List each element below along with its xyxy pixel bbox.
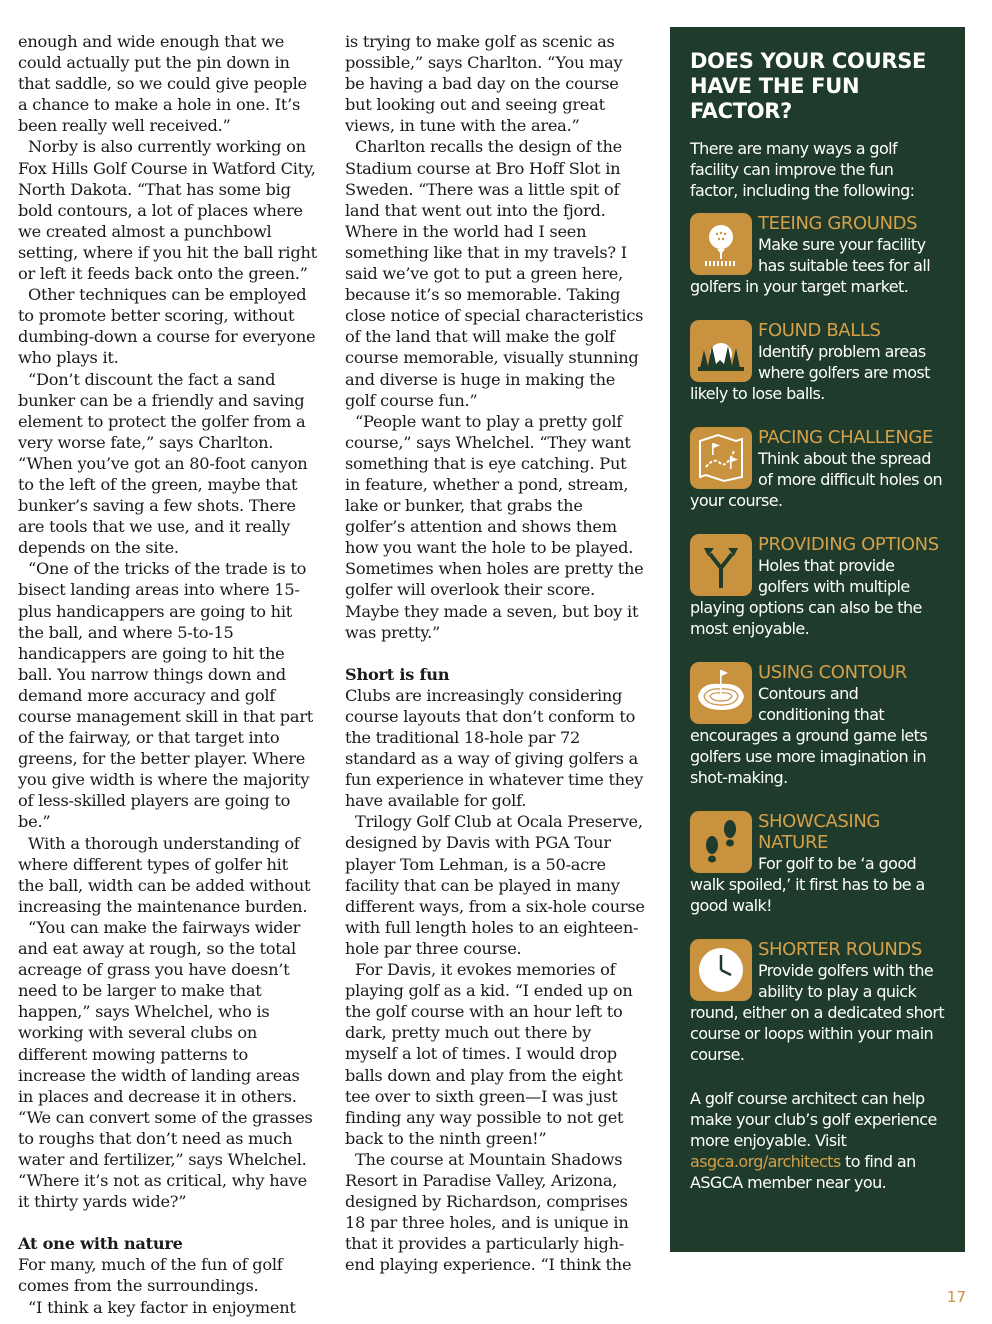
paragraph: With a thorough understanding of where different types of golfer hit the ball, width can be added without increasing the maintenance burden. — [18, 833, 311, 916]
paragraph: Trilogy Golf Club at Ocala Preserve, designed by Davis with PGA Tour player Tom Lehman, is a 50-acre facility that can be played in many different ways, from a six-hole course with full length holes to an eighteen-hole par three course. — [345, 812, 645, 958]
outro-text: to find an ASGCA member near you. — [690, 1152, 916, 1192]
paragraph: “You can make the fairways wider and eat away at rough, so the total acreage of grass you have doesn’t need to be larger to make that happen,” says Whelchel, who is working with several clubs on different mowing patterns to increase the width of landing areas in places and decrease it in others. “We can convert some of the grasses to roughs that don’t need as much water and fertilizer,” says Whelchel. “Where it’s not as critical, why have it thirty yards wide?” — [18, 917, 313, 1212]
split-arrows-icon — [690, 534, 752, 596]
sidebar-item-using-contour — [690, 662, 945, 788]
item-text: Contours and conditioning that encourages a ground game lets golfers use more imagination in shot-making. — [690, 684, 928, 787]
paragraph: For many, much of the fun of golf comes from the surroundings. — [18, 1255, 283, 1296]
footprints-icon — [690, 811, 752, 873]
section-heading: At one with nature — [18, 1234, 183, 1254]
sidebar-item-found-balls — [690, 320, 945, 404]
item-text: Provide golfers with the ability to play a quick round, either on a dedicated short course or loops within your main course. — [690, 961, 945, 1064]
paragraph: Norby is also currently working on Fox Hills Golf Course in Watford City, North Dakota. “That has some big bold contours, a lot of places where we created almost a punchbowl setting, where if you hit the ball right or left it feeds back onto the green.” — [18, 137, 317, 284]
paragraph: “I think a key factor in enjoyment — [28, 1297, 296, 1317]
item-text: Identify problem areas where golfers are most likely to lose balls. — [690, 342, 930, 403]
paragraph: For Davis, it evokes memories of playing golf as a kid. “I ended up on the golf course with an hour left to dark, pretty much out there by myself a lot of times. I would drop balls down and play from the eight tee over to sixth green—I was just finding any way possible to not get back to the ninth green!” — [345, 960, 633, 1148]
paragraph: “Don’t discount the fact a sand bunker can be a friendly and saving element to protect the golfer from a very worse fate,” says Charlton. “When you’ve got an 80-foot canyon to the left of the green, maybe that bunker’s saving a few shots. There are tools that we use, and it really depends on the site. — [18, 369, 308, 558]
outro-text: A golf course architect can help make your club’s golf experience more enjoyable. Visit — [690, 1089, 937, 1150]
clock-icon — [690, 939, 752, 1001]
sidebar-intro: There are many ways a golf facility can improve the fun factor, including the following: — [690, 139, 915, 200]
item-heading: PROVIDING OPTIONS — [758, 534, 939, 555]
section-heading: Short is fun — [345, 664, 450, 684]
sidebar-item-showcasing-nature — [690, 811, 945, 916]
asgca-architects-link[interactable]: asgca.org/architects — [690, 1152, 841, 1171]
paragraph: Clubs are increasingly considering course layouts that don’t conform to the traditional 18-hole par 72 standard as a way of giving golfers a fun experience in whatever time they have available for golf. — [345, 685, 644, 811]
tee-icon — [690, 213, 752, 275]
sidebar-item-shorter-rounds — [690, 939, 945, 1065]
sidebar-outro — [690, 1088, 945, 1193]
paragraph: is trying to make golf as scenic as possible,” says Charlton. “You may be having a bad day on the course but looking out and seeing great views, in tune with the area.” — [345, 32, 623, 136]
item-text: Think about the spread of more difficult holes on your course. — [690, 449, 943, 510]
paragraph: “People want to play a pretty golf course,” says Whelchel. “They want something that is eye catching. Put in feature, whether a pond, stream, lake or bunker, that grabs the golfer’s attention and shows them how you want the hole to be played. Sometimes when holes are pretty the golfer will overlook their score. Maybe they made a seven, but boy it was pretty.” — [345, 411, 644, 642]
paragraph: The course at Mountain Shadows Resort in Paradise Valley, Arizona, designed by Richardson, comprises 18 par three holes, and is unique in that it provides a particularly high-end playing experience. “I think the — [345, 1149, 632, 1275]
paragraph: Charlton recalls the design of the Stadium course at Bro Hoff Slot in Sweden. “There was a little spit of land that went out into the fjord. Where in the world had I seen something like that in my travels? I said we’ve got to put a green here, because it’s so memorable. Taking close notice of special characteristics of the land that will make the golf course memorable, visually stunning and diverse is huge in making the golf course fun.” — [345, 137, 644, 410]
contour-green-icon — [690, 662, 752, 724]
item-text: Make sure your facility has suitable tees for all golfers in your target market. — [690, 235, 931, 296]
sidebar-item-pacing-challenge — [690, 427, 945, 511]
paragraph: “One of the tricks of the trade is to bisect landing areas into where 15-plus handicappers are going to hit the ball, and where 5-to-15 handicappers are going to hit the ball. You narrow things down and demand more accuracy and golf course management skill in that part of the fairway, or that target into greens, for the better player. Where you give width is where the majority of less-skilled players are going to be.” — [18, 559, 314, 832]
item-heading: SHOWCASING NATURE — [758, 811, 880, 853]
paragraph: Other techniques can be employed to promote better scoring, without dumbing-down a course for everyone who plays it. — [18, 285, 316, 368]
article-column-1 — [18, 31, 318, 1318]
item-heading: TEEING GROUNDS — [758, 213, 918, 234]
fun-factor-sidebar — [670, 27, 965, 1252]
sidebar-item-providing-options — [690, 534, 945, 639]
article-column-2 — [345, 31, 645, 1275]
sidebar-title: DOES YOUR COURSE HAVE THE FUN FACTOR? — [690, 49, 927, 123]
sidebar-item-teeing-grounds — [690, 213, 945, 297]
item-heading: SHORTER ROUNDS — [758, 939, 922, 960]
found-ball-icon — [690, 320, 752, 382]
paragraph: enough and wide enough that we could actually put the pin down in that saddle, so we could give people a chance to make a hole in one. It’s been really well received.” — [18, 32, 307, 136]
item-text: For golf to be ‘a good walk spoiled,’ it first has to be a good walk! — [690, 854, 925, 915]
item-heading: FOUND BALLS — [758, 320, 881, 341]
page-number: 17 — [946, 1288, 966, 1306]
item-heading: USING CONTOUR — [758, 662, 907, 683]
item-heading: PACING CHALLENGE — [758, 427, 933, 448]
item-text: Holes that provide golfers with multiple playing options can also be the most enjoyable. — [690, 556, 922, 638]
course-map-icon — [690, 427, 752, 489]
